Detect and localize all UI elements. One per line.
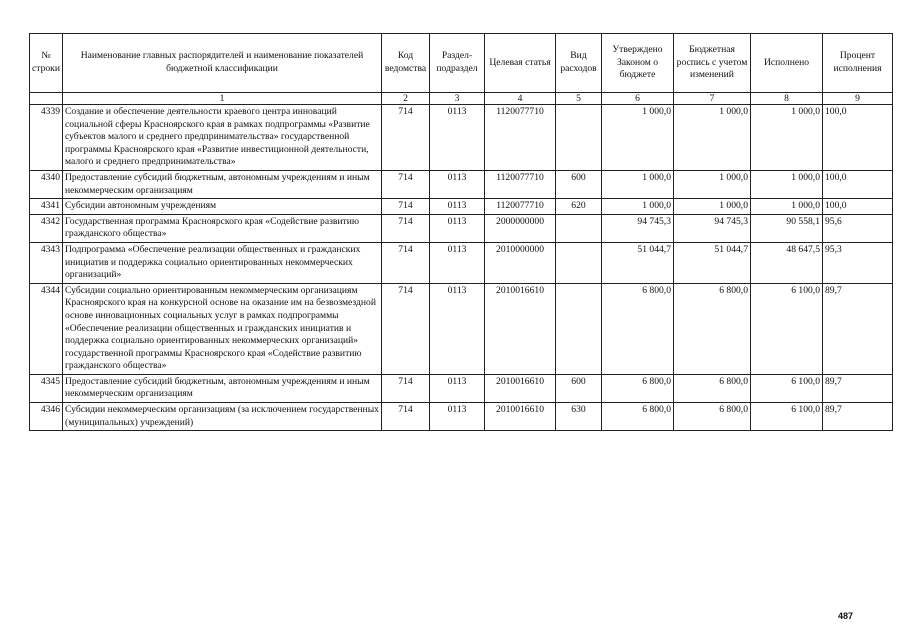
row-section-cell: 0113	[430, 374, 485, 402]
row-section-cell: 0113	[430, 214, 485, 242]
header-code: Код ведомства	[382, 34, 430, 93]
row-percent-cell: 100,0	[823, 199, 893, 215]
row-kind-cell	[556, 214, 602, 242]
row-approved-cell: 6 800,0	[602, 283, 674, 374]
table-row	[30, 403, 893, 431]
column-number: 9	[823, 93, 893, 105]
column-number	[30, 93, 63, 105]
row-section-cell: 0113	[430, 283, 485, 374]
row-kind-cell: 620	[556, 199, 602, 215]
column-number: 4	[485, 93, 556, 105]
row-section-cell: 0113	[430, 242, 485, 283]
header-num: № строки	[30, 34, 63, 93]
row-target-cell: 2000000000	[485, 214, 556, 242]
column-number: 7	[674, 93, 751, 105]
row-percent-cell: 95,6	[823, 214, 893, 242]
row-name-cell: Субсидии автономным учреждениям	[63, 199, 382, 215]
row-code-cell: 714	[382, 403, 430, 431]
row-code-cell: 714	[382, 374, 430, 402]
row-executed-cell: 1 000,0	[751, 170, 823, 198]
row-target-cell: 1120077710	[485, 199, 556, 215]
row-painting-cell: 51 044,7	[674, 242, 751, 283]
table-row	[30, 283, 893, 374]
row-approved-cell: 6 800,0	[602, 374, 674, 402]
budget-table	[29, 33, 893, 431]
row-number-cell: 4343	[30, 242, 63, 283]
column-numbers-row	[30, 93, 893, 105]
row-name-cell: Создание и обеспечение деятельности краевого центра инноваций социальной сферы Красноярского края в рамках подпрограммы «Развитие субъектов малого и среднего предпринимательства» государственной программы Красноярского края «Развитие инвестиционной деятельности, малого и среднего предпринимательства»	[63, 105, 382, 171]
row-code-cell: 714	[382, 242, 430, 283]
row-section-cell: 0113	[430, 403, 485, 431]
row-painting-cell: 6 800,0	[674, 283, 751, 374]
header-kind: Вид расходов	[556, 34, 602, 93]
row-executed-cell: 1 000,0	[751, 105, 823, 171]
row-name-cell: Подпрограмма «Обеспечение реализации общественных и гражданских инициатив и поддержка социально ориентированных некоммерческих организаций»	[63, 242, 382, 283]
header-section: Раздел-подраздел	[430, 34, 485, 93]
table-row	[30, 214, 893, 242]
column-number: 1	[63, 93, 382, 105]
table-row	[30, 170, 893, 198]
row-painting-cell: 1 000,0	[674, 105, 751, 171]
row-painting-cell: 1 000,0	[674, 199, 751, 215]
table-row	[30, 105, 893, 171]
row-code-cell: 714	[382, 170, 430, 198]
row-executed-cell: 48 647,5	[751, 242, 823, 283]
row-percent-cell: 89,7	[823, 283, 893, 374]
header-name: Наименование главных распорядителей и наименование показателей бюджетной классификации	[63, 34, 382, 93]
row-executed-cell: 6 100,0	[751, 283, 823, 374]
header-painting: Бюджетная роспись с учетом изменений	[674, 34, 751, 93]
row-number-cell: 4342	[30, 214, 63, 242]
row-executed-cell: 90 558,1	[751, 214, 823, 242]
row-name-cell: Субсидии некоммерческим организациям (за исключением государственных (муниципальных) учреждений)	[63, 403, 382, 431]
header-approved: Утверждено Законом о бюджете	[602, 34, 674, 93]
row-number-cell: 4341	[30, 199, 63, 215]
row-executed-cell: 6 100,0	[751, 374, 823, 402]
row-executed-cell: 6 100,0	[751, 403, 823, 431]
row-painting-cell: 94 745,3	[674, 214, 751, 242]
row-percent-cell: 89,7	[823, 374, 893, 402]
row-approved-cell: 51 044,7	[602, 242, 674, 283]
row-target-cell: 1120077710	[485, 170, 556, 198]
row-percent-cell: 95,3	[823, 242, 893, 283]
header-percent: Процент исполнения	[823, 34, 893, 93]
row-number-cell: 4339	[30, 105, 63, 171]
row-section-cell: 0113	[430, 105, 485, 171]
row-name-cell: Государственная программа Красноярского края «Содействие развитию гражданского общества»	[63, 214, 382, 242]
row-name-cell: Субсидии социально ориентированным некоммерческим организациям Красноярского края на конкурсной основе на оказание им на безвозмездной основе инновационных социальных услуг в рамках подпрограммы «Обеспечение реализации общественных и гражданских инициатив и поддержка социально ориентированных некоммерческих организаций» государственной программы Красноярского края «Содействие развитию гражданского общества»	[63, 283, 382, 374]
column-number: 5	[556, 93, 602, 105]
row-code-cell: 714	[382, 199, 430, 215]
row-code-cell: 714	[382, 214, 430, 242]
row-target-cell: 2010016610	[485, 403, 556, 431]
row-approved-cell: 1 000,0	[602, 170, 674, 198]
row-approved-cell: 1 000,0	[602, 199, 674, 215]
row-code-cell: 714	[382, 105, 430, 171]
row-target-cell: 2010016610	[485, 283, 556, 374]
row-number-cell: 4340	[30, 170, 63, 198]
row-kind-cell	[556, 105, 602, 171]
table-body	[30, 93, 893, 431]
row-kind-cell: 600	[556, 374, 602, 402]
row-percent-cell: 100,0	[823, 105, 893, 171]
header-target: Целевая статья	[485, 34, 556, 93]
row-target-cell: 2010016610	[485, 374, 556, 402]
column-number: 2	[382, 93, 430, 105]
row-approved-cell: 94 745,3	[602, 214, 674, 242]
row-percent-cell: 100,0	[823, 170, 893, 198]
header-executed: Исполнено	[751, 34, 823, 93]
row-painting-cell: 1 000,0	[674, 170, 751, 198]
row-kind-cell	[556, 242, 602, 283]
row-approved-cell: 6 800,0	[602, 403, 674, 431]
row-section-cell: 0113	[430, 199, 485, 215]
column-number: 3	[430, 93, 485, 105]
row-number-cell: 4345	[30, 374, 63, 402]
row-code-cell: 714	[382, 283, 430, 374]
row-painting-cell: 6 800,0	[674, 403, 751, 431]
header-row	[30, 34, 893, 93]
row-approved-cell: 1 000,0	[602, 105, 674, 171]
column-number: 6	[602, 93, 674, 105]
row-painting-cell: 6 800,0	[674, 374, 751, 402]
row-executed-cell: 1 000,0	[751, 199, 823, 215]
row-target-cell: 2010000000	[485, 242, 556, 283]
row-kind-cell: 630	[556, 403, 602, 431]
row-number-cell: 4346	[30, 403, 63, 431]
row-target-cell: 1120077710	[485, 105, 556, 171]
row-kind-cell	[556, 283, 602, 374]
row-name-cell: Предоставление субсидий бюджетным, автономным учреждениям и иным некоммерческим организациям	[63, 374, 382, 402]
table-row	[30, 199, 893, 215]
row-number-cell: 4344	[30, 283, 63, 374]
table-row	[30, 374, 893, 402]
page-number: 487	[838, 611, 854, 621]
row-percent-cell: 89,7	[823, 403, 893, 431]
row-name-cell: Предоставление субсидий бюджетным, автономным учреждениям и иным некоммерческим организациям	[63, 170, 382, 198]
column-number: 8	[751, 93, 823, 105]
row-section-cell: 0113	[430, 170, 485, 198]
row-kind-cell: 600	[556, 170, 602, 198]
table-row	[30, 242, 893, 283]
